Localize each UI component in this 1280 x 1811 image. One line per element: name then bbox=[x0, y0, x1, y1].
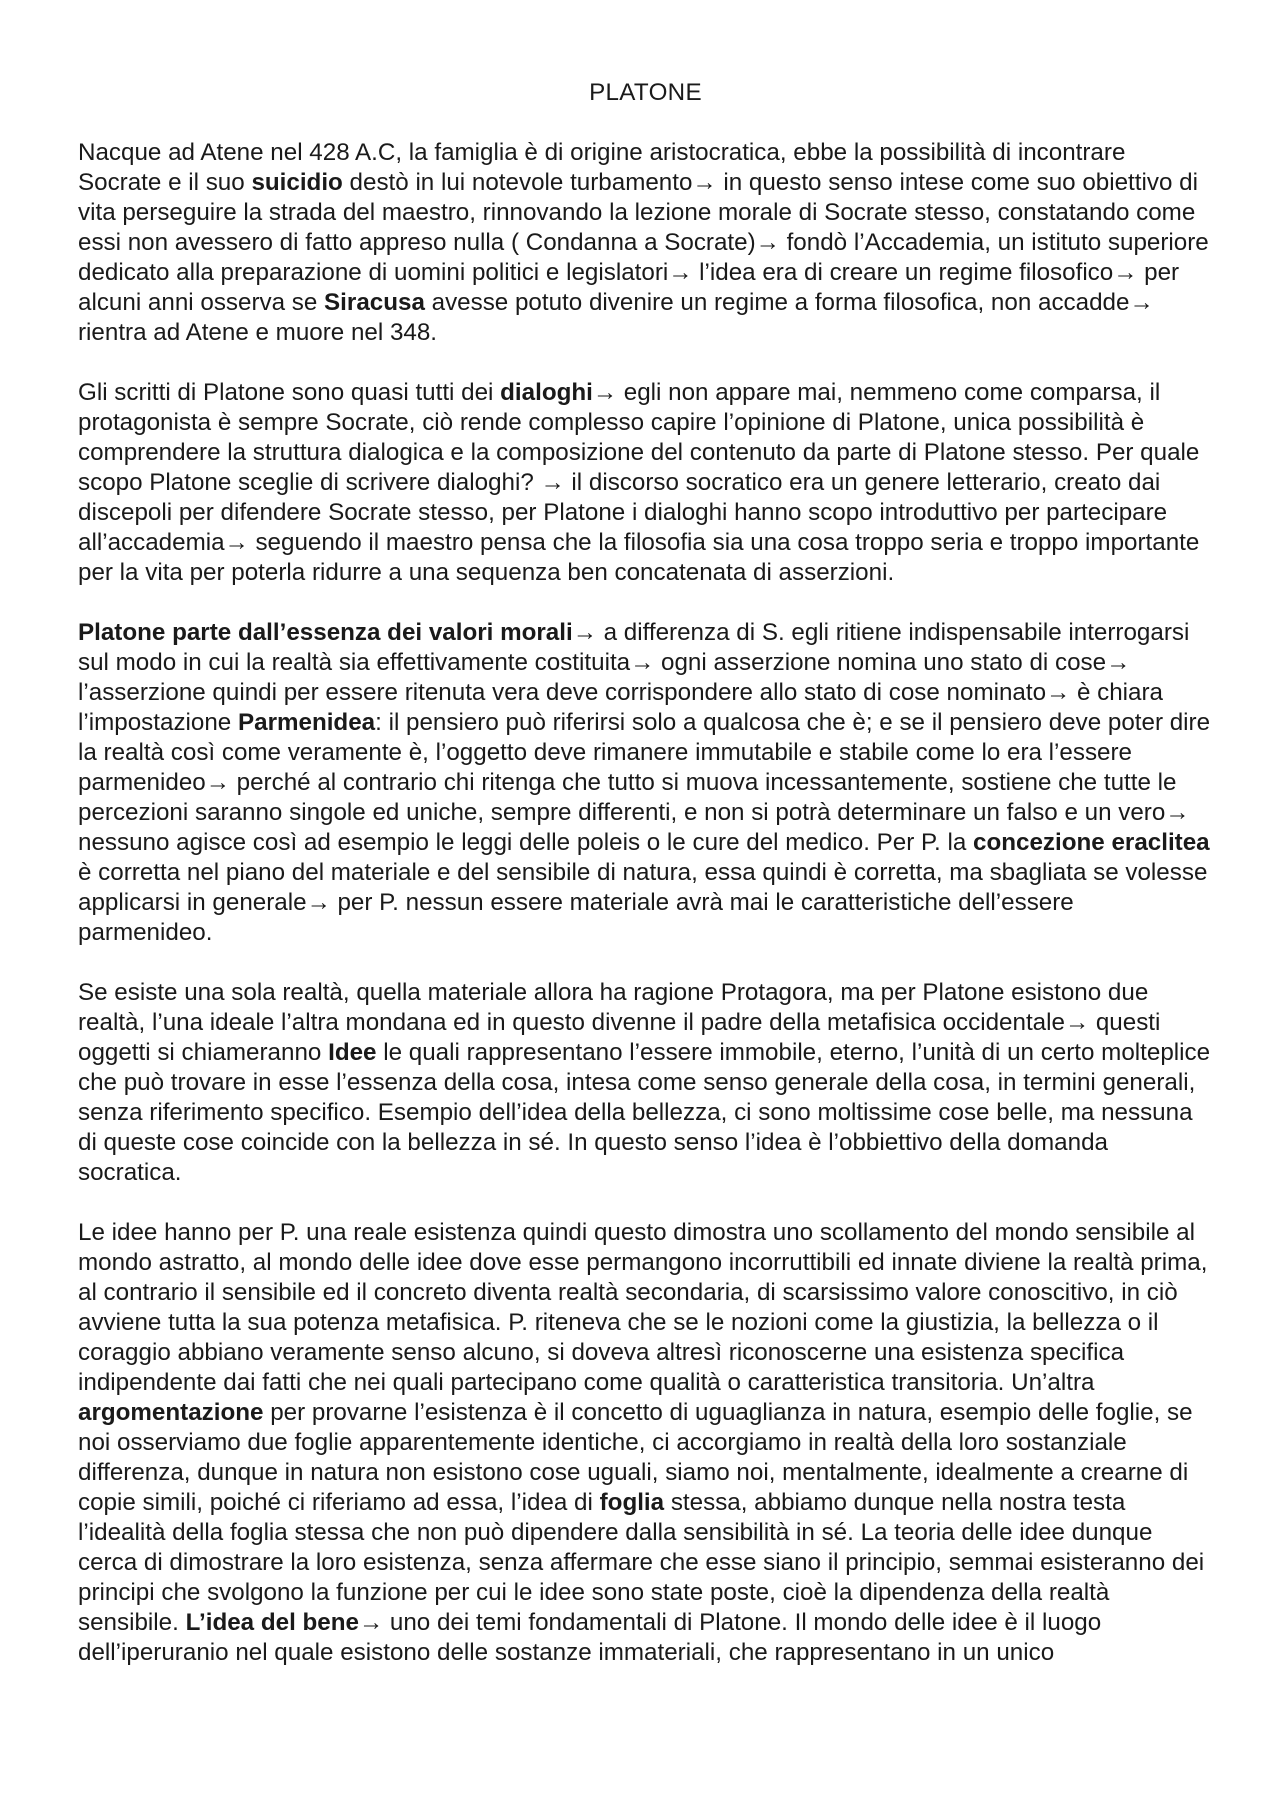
bold-term-siracusa: Siracusa bbox=[324, 289, 425, 316]
text-segment: destò in lui notevole turbamento→ in questo senso intese come suo obiettivo di vita perseguire la strada del maestro, rinnovando la lezione morale di Socrate stesso, constatando come essi non avessero di fatto appreso nulla ( Condanna a Socrate)→ fondò l’Accademia, un istituto superiore dedicato alla preparazione di uomini politici e legislatori→ l’idea era di creare un regime filosofico→ per alcuni anni osserva se bbox=[78, 169, 1209, 316]
bold-term-concezione-eraclitea: concezione eraclitea bbox=[973, 829, 1210, 856]
text-segment: stessa, abbiamo dunque nella nostra testa l’idealità della foglia stessa che non può dipendere dalla sensibilità in sé. La teoria delle idee dunque cerca di dimostrare la loro esistenza, senza affermare che esse siano il principio, semmai esisteranno dei principi che svolgono la funzione per cui le idee sono state poste, cioè la dipendenza della realtà sensibile. bbox=[78, 1489, 1205, 1636]
bold-term-argomentazione: argomentazione bbox=[78, 1399, 264, 1426]
text-segment: per provarne l’esistenza è il concetto di uguaglianza in natura, esempio delle foglie, se noi osserviamo due foglie apparentemente identiche, ci accorgiamo in realtà della loro sostanziale differenza, dunque in natura non esistono cose uguali, siamo noi, mentalmente, idealmente a crearne di copie simili, poiché ci riferiamo ad essa, l’idea di bbox=[78, 1399, 1193, 1516]
text-segment: : il pensiero può riferirsi solo a qualcosa che è; e se il pensiero deve poter dire la realtà così come veramente è, l’oggetto deve rimanere immutabile e stabile come lo era l’essere parmenideo→ perché al contrario chi ritenga che tutto si muova incessantemente, sostiene che tutte le percezioni saranno singole ed uniche, sempre differenti, e non si potrà determinare un falso e un vero→ nessuno agisce così ad esempio le leggi delle poleis o le cure del medico. Per P. la bbox=[78, 709, 1211, 856]
bold-term-foglia: foglia bbox=[599, 1489, 665, 1516]
bold-term-dialoghi: dialoghi bbox=[500, 379, 593, 406]
text-segment: Se esiste una sola realtà, quella materiale allora ha ragione Protagora, ma per Platone esistono due realtà, l’una ideale l’altra mondana ed in questo divenne il padre della metafisica occidentale→ questi oggetti si chiameranno bbox=[78, 979, 1161, 1066]
text-segment: Le idee hanno per P. una reale esistenza quindi questo dimostra uno scollamento del mondo sensibile al mondo astratto, al mondo delle idee dove esse permangono incorruttibili ed innate diviene la realtà prima, al contrario il sensibile ed il concreto diventa realtà secondaria, di scarsissimo valore conoscitivo, in ciò avviene tutta la sua potenza metafisica. P. riteneva che se le nozioni come la giustizia, la bellezza o il coraggio abbiano veramente senso alcuno, si doveva altresì riconoscerne una esistenza specifica indipendente dai fatti che nei quali partecipano come qualità o caratteristica transitoria. Un’altra bbox=[78, 1219, 1208, 1396]
bold-term-suicidio: suicidio bbox=[251, 169, 343, 196]
bold-heading-idea-del-bene: L’idea del bene→ bbox=[185, 1609, 384, 1636]
text-segment: → a differenza di S. egli ritiene indispensabile interrogarsi sul modo in cui la realtà sia effettivamente costituita→ ogni asserzione nomina uno stato di cose→ l’asserzione quindi per essere ritenuta vera deve corrispondere allo stato di cose nominato→ è chiara l’impostazione bbox=[78, 619, 1190, 736]
paragraph-idee bbox=[78, 978, 1213, 1188]
document-body bbox=[78, 78, 1213, 1668]
bold-heading-valori-morali: Platone parte dall’essenza dei valori morali bbox=[78, 619, 573, 646]
paragraph-dialoghi bbox=[78, 378, 1213, 588]
bold-term-parmenidea: Parmenidea bbox=[237, 709, 376, 736]
bold-term-idee: Idee bbox=[328, 1039, 377, 1066]
text-segment: avesse potuto divenire un regime a forma filosofica, non accadde→ rientra ad Atene e muore nel 348. bbox=[78, 289, 1154, 346]
paragraph-biography bbox=[78, 138, 1213, 348]
text-segment: le quali rappresentano l’essere immobile, eterno, l’unità di un certo molteplice che può trovare in esse l’essenza della cosa, intesa come senso generale della cosa, in termini generali, senza riferimento specifico. Esempio dell’idea della bellezza, ci sono moltissime cose belle, ma nessuna di queste cose coincide con la bellezza in sé. In questo senso l’idea è l’obbiettivo della domanda socratica. bbox=[78, 1039, 1211, 1186]
text-segment: uno dei temi fondamentali di Platone. Il mondo delle idee è il luogo dell’iperuranio nel quale esistono delle sostanze immateriali, che rappresentano in un unico bbox=[78, 1609, 1102, 1666]
text-segment: → egli non appare mai, nemmeno come comparsa, il protagonista è sempre Socrate, ciò rende complesso capire l’opinione di Platone, unica possibilità è comprendere la struttura dialogica e la composizione del contenuto da parte di Platone stesso. Per quale scopo Platone sceglie di scrivere dialoghi? → il discorso socratico era un genere letterario, creato dai discepoli per difendere Socrate stesso, per Platone i dialoghi hanno scopo introduttivo per partecipare all’accademia→ seguendo il maestro pensa che la filosofia sia una cosa troppo seria e troppo importante per la vita per poterla ridurre a una sequenza ben concatenata di asserzioni. bbox=[78, 379, 1200, 586]
text-segment: Nacque ad Atene nel 428 A.C, la famiglia è di origine aristocratica, ebbe la possibilità di incontrare Socrate e il suo bbox=[78, 139, 1126, 196]
paragraph-valori-morali bbox=[78, 618, 1213, 948]
page-title: PLATONE bbox=[589, 79, 702, 106]
text-segment: è corretta nel piano del materiale e del sensibile di natura, essa quindi è corretta, ma sbagliata se volesse applicarsi in generale→ per P. nessun essere materiale avrà mai le caratteristiche dell’essere parmenideo. bbox=[78, 859, 1208, 946]
text-segment: Gli scritti di Platone sono quasi tutti dei bbox=[78, 379, 501, 406]
paragraph-esistenza-idee bbox=[78, 1218, 1213, 1668]
